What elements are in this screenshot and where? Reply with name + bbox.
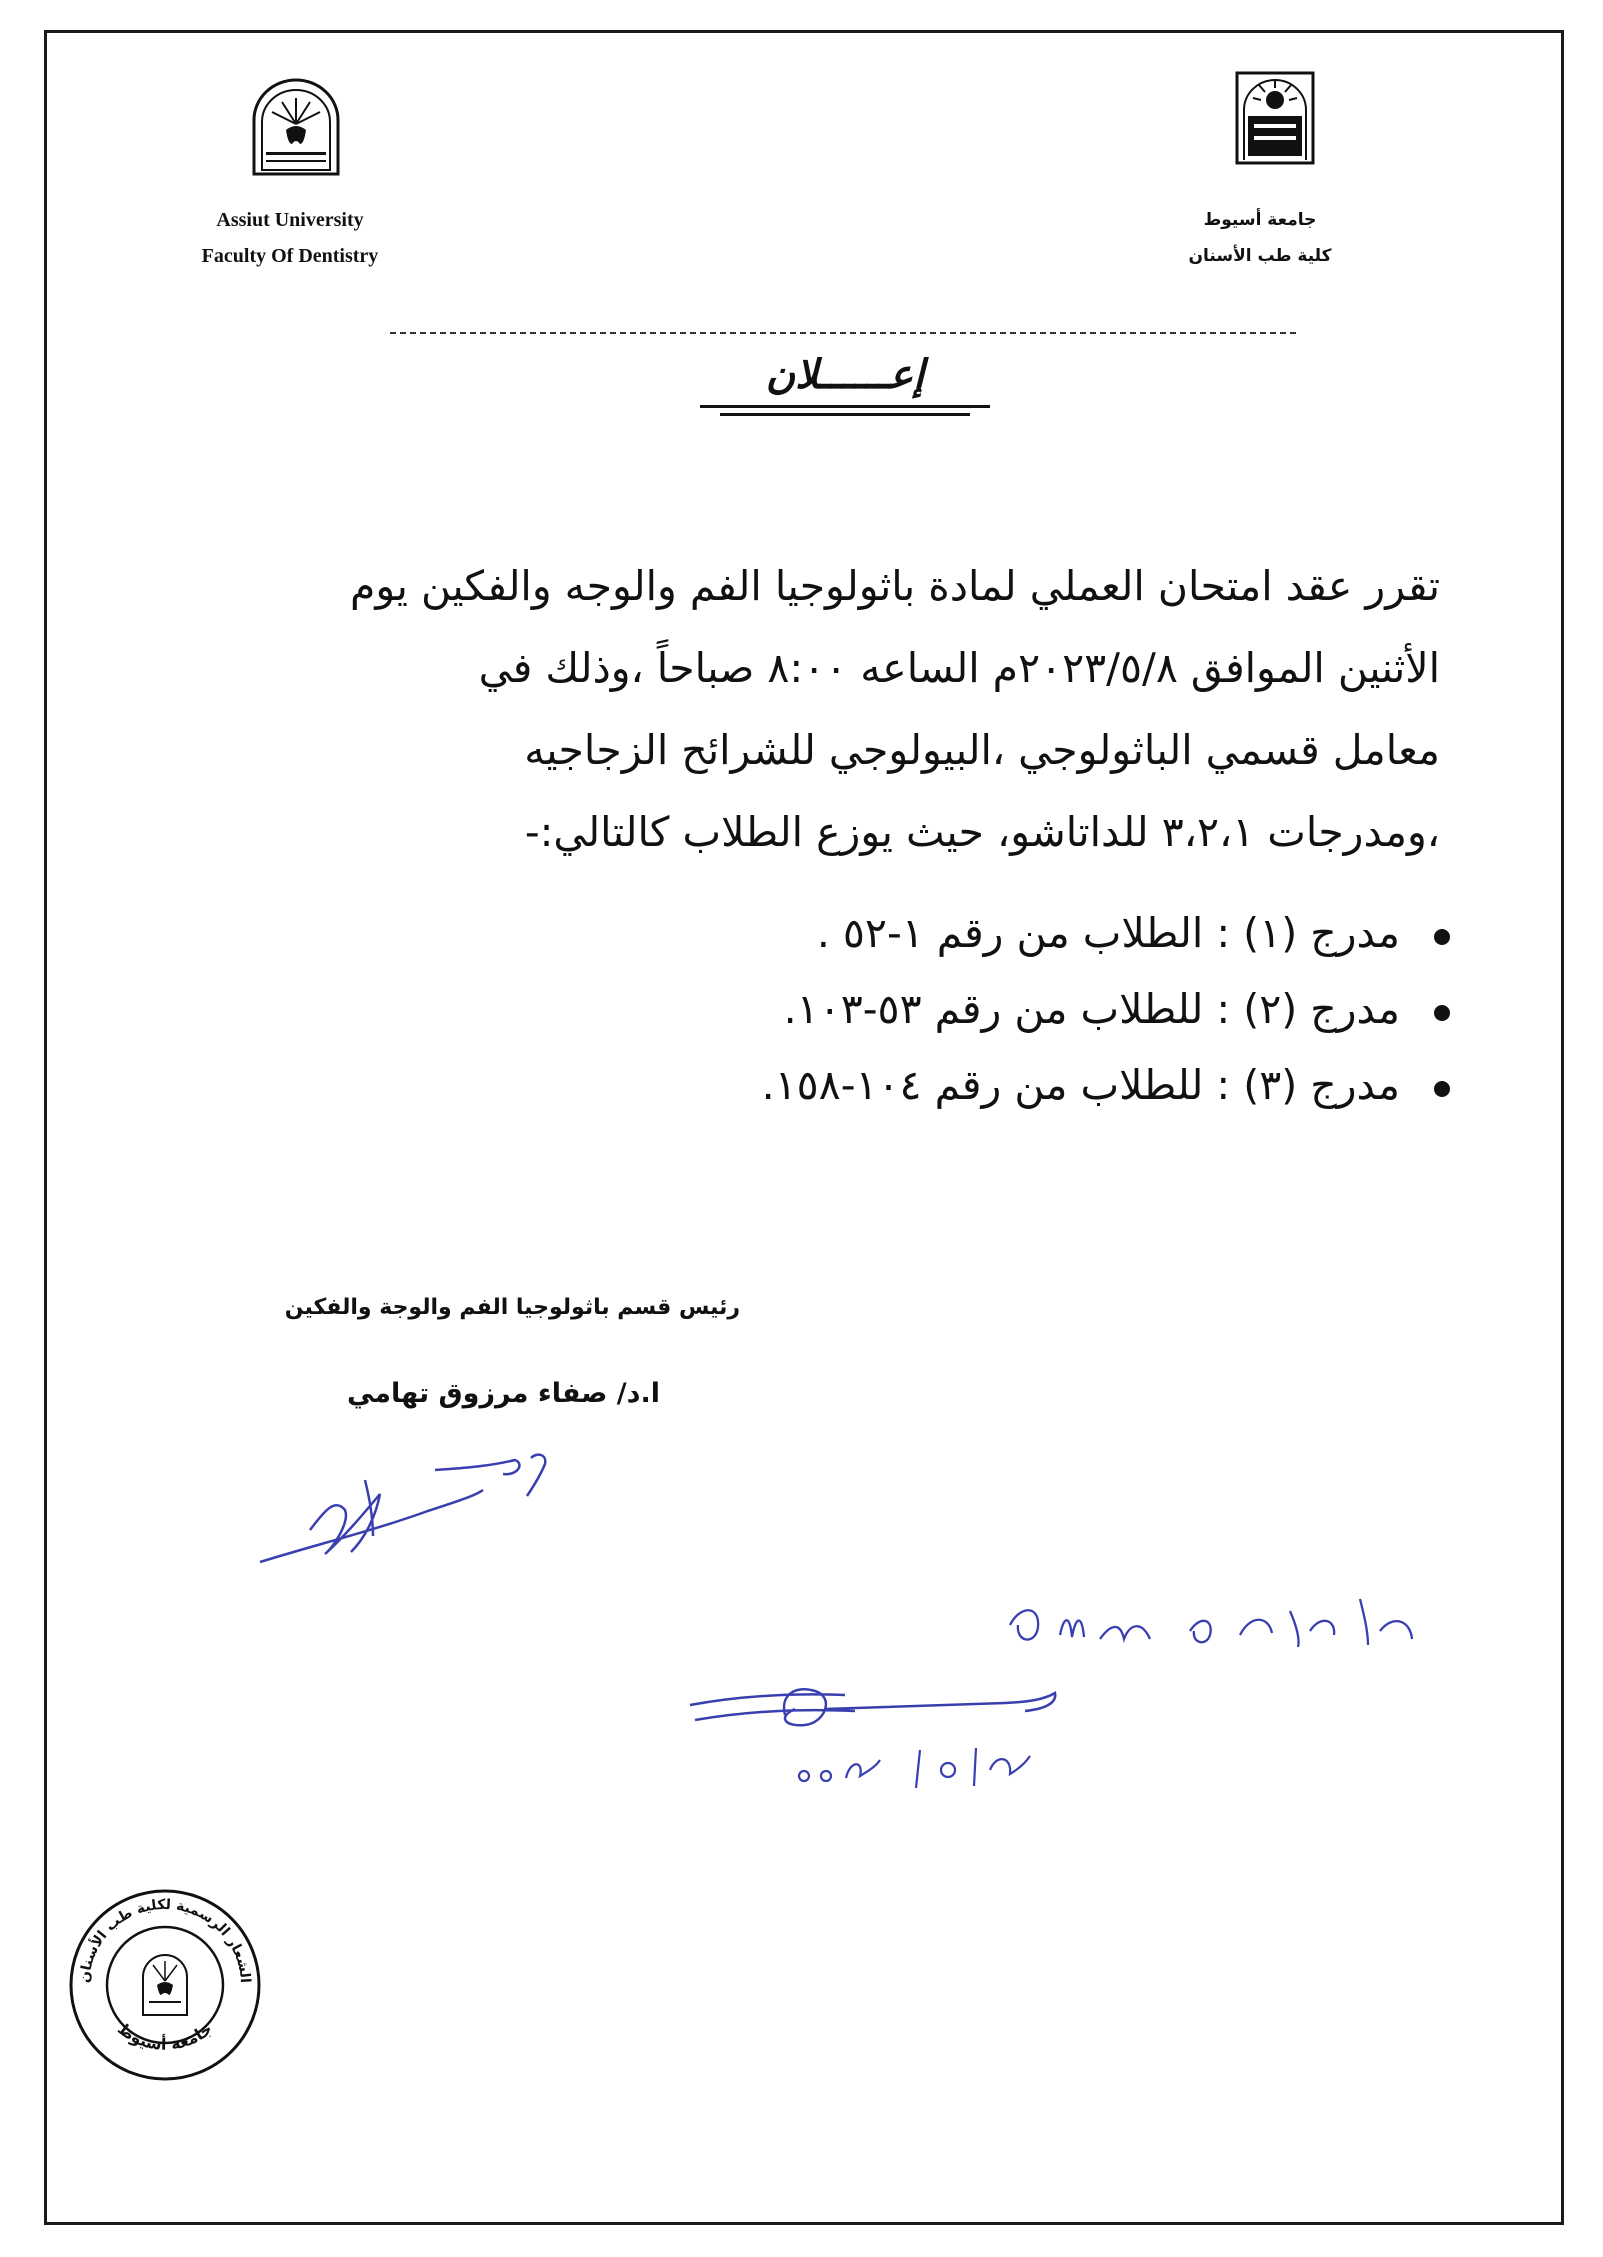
list-item: مدرج (٣) : للطلاب من رقم ١٠٤-١٥٨.	[380, 1047, 1400, 1123]
faculty-logo	[248, 78, 344, 176]
body-line-4: ،ومدرجات ٣،٢،١ للداتاشو، حيث يوزع الطلاب كالتالي:-	[524, 808, 1440, 856]
university-name-ar: جامعة أسيوط	[1203, 210, 1317, 230]
university-name-en: Assiut University	[216, 209, 364, 231]
handwritten-signature	[685, 1665, 1105, 1739]
header-english	[160, 202, 420, 274]
stamp-text-bottom: جامعة أسيوط	[114, 2018, 216, 2054]
header-arabic	[1150, 202, 1370, 274]
title-underline	[720, 413, 970, 416]
hall-distribution-list	[380, 895, 1442, 1123]
body-line-1: تقرر عقد امتحان العملي لمادة باثولوجيا الفم والوجه والفكين يوم	[349, 562, 1440, 610]
signatory-title: رئيس قسم باثولوجيا الفم والوجة والفكين	[284, 1295, 740, 1320]
announcement-body	[230, 545, 1440, 873]
svg-text:جامعة أسيوط	[114, 2019, 216, 2054]
list-item: مدرج (٢) : للطلاب من رقم ٥٣-١٠٣.	[380, 971, 1400, 1047]
university-logo	[1234, 70, 1316, 166]
list-item: مدرج (١) : الطلاب من رقم ١-٥٢ .	[380, 895, 1400, 971]
stamp-text-top: الشعار الرسمية لكلية طب الأسنان	[76, 1896, 253, 1984]
announcement-title: إعــــــلان	[700, 345, 990, 408]
body-line-2: الأثنين الموافق ٢٠٢٣/٥/٨م الساعه ٨:٠٠ صباحاً ،وذلك في	[478, 644, 1440, 692]
body-line-3: معامل قسمي الباثولوجي ،البيولوجي للشرائح الزجاجيه	[524, 726, 1440, 774]
header-separator	[390, 332, 1296, 334]
faculty-name-ar: كلية طب الأسنان	[1188, 246, 1332, 266]
official-stamp	[65, 1885, 265, 2089]
faculty-name-en: Faculty Of Dentistry	[201, 245, 379, 267]
signatory-name: ا.د/ صفاء مرزوق تهامي	[346, 1378, 660, 1409]
handwritten-note	[1000, 1585, 1430, 1669]
handwritten-signature	[255, 1450, 575, 1574]
handwritten-date	[790, 1730, 1050, 1804]
